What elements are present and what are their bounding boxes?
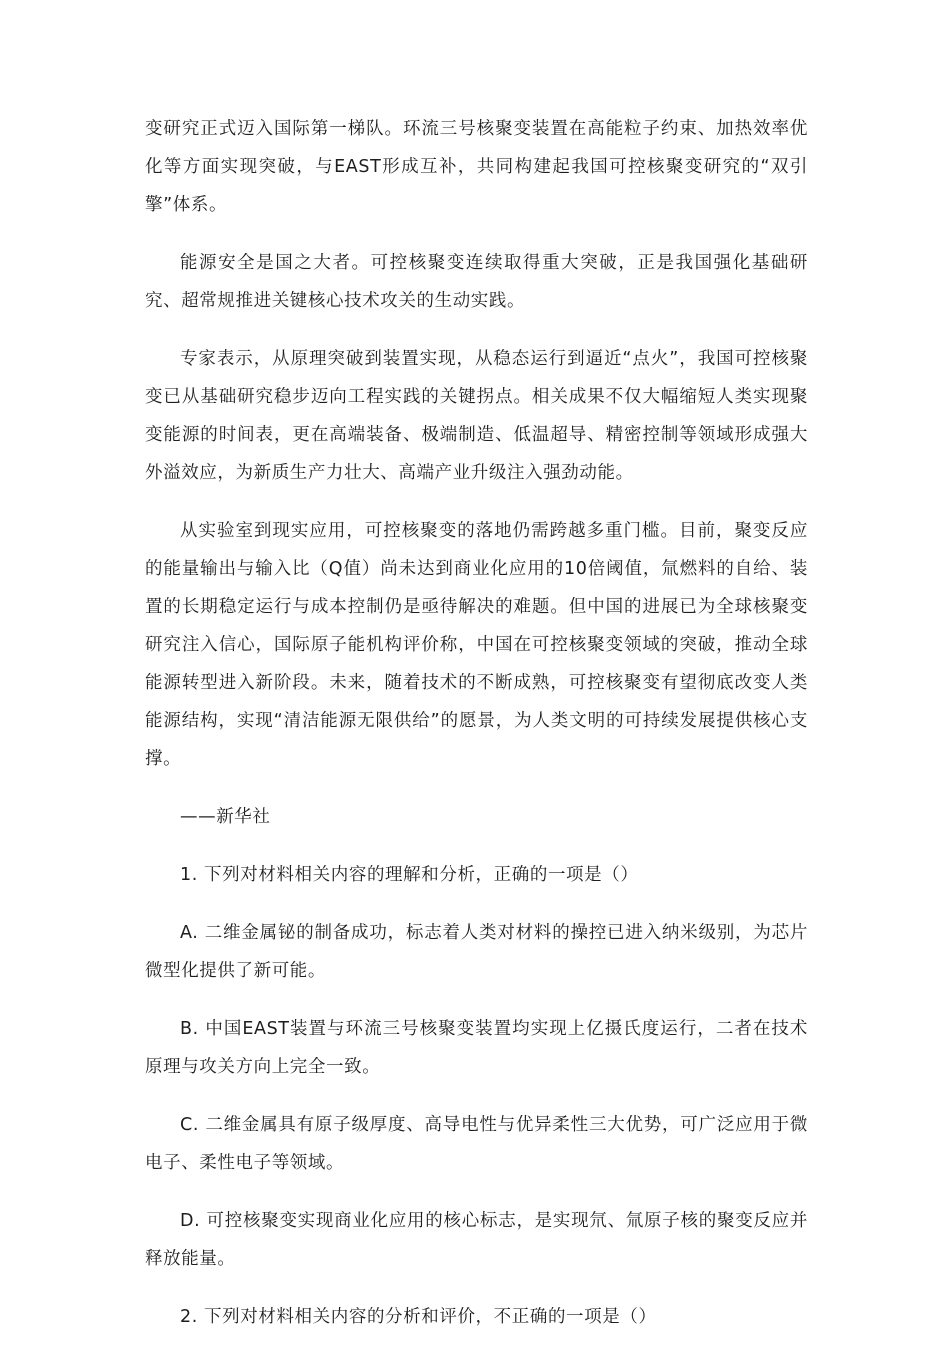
paragraph-challenges: 从实验室到现实应用，可控核聚变的落地仍需跨越多重门槛。目前，聚变反应的能量输出与输入比（Q值）尚未达到商业化应用的10倍阈值，氚燃料的自给、装置的长期稳定运行与成本控制仍是亟待解决的难题。但中国的进展已为全球核聚变研究注入信心，国际原子能机构评价称，中国在可控核聚变领域的突破，推动全球能源转型进入新阶段。未来，随着技术的不断成熟，可控核聚变有望彻底改变人类能源结构，实现“清洁能源无限供给”的愿景，为人类文明的可持续发展提供核心支撑。 — [145, 521, 808, 769]
question-1-option-d: D. 可控核聚变实现商业化应用的核心标志，是实现氘、氚原子核的聚变反应并释放能量。 — [145, 1211, 808, 1269]
question-2-stem: 2. 下列对材料相关内容的分析和评价，不正确的一项是（） — [180, 1307, 657, 1327]
paragraph-expert-opinion: 专家表示，从原理突破到装置实现，从稳态运行到逼近“点火”，我国可控核聚变已从基础研究稳步迈向工程实践的关键拐点。相关成果不仅大幅缩短人类实现聚变能源的时间表，更在高端装备、极端制造、低温超导、精密控制等领域形成强大外溢效应，为新质生产力壮大、高端产业升级注入强劲动能。 — [145, 349, 808, 483]
paragraph-energy-security: 能源安全是国之大者。可控核聚变连续取得重大突破，正是我国强化基础研究、超常规推进关键核心技术攻关的生动实践。 — [145, 253, 808, 311]
question-1-stem: 1. 下列对材料相关内容的理解和分析，正确的一项是（） — [180, 865, 639, 885]
question-1-option-a: A. 二维金属铋的制备成功，标志着人类对材料的操控已进入纳米级别，为芯片微型化提供了新可能。 — [145, 923, 808, 981]
document-body — [145, 110, 808, 1356]
question-1-option-c: C. 二维金属具有原子级厚度、高导电性与优异柔性三大优势，可广泛应用于微电子、柔性电子等领域。 — [145, 1115, 808, 1173]
paragraph-continued: 变研究正式迈入国际第一梯队。环流三号核聚变装置在高能粒子约束、加热效率优化等方面实现突破，与EAST形成互补，共同构建起我国可控核聚变研究的“双引擎”体系。 — [145, 119, 808, 215]
source-attribution: ——新华社 — [180, 807, 271, 827]
question-1-option-b: B. 中国EAST装置与环流三号核聚变装置均实现上亿摄氏度运行，二者在技术原理与攻关方向上完全一致。 — [145, 1019, 808, 1077]
